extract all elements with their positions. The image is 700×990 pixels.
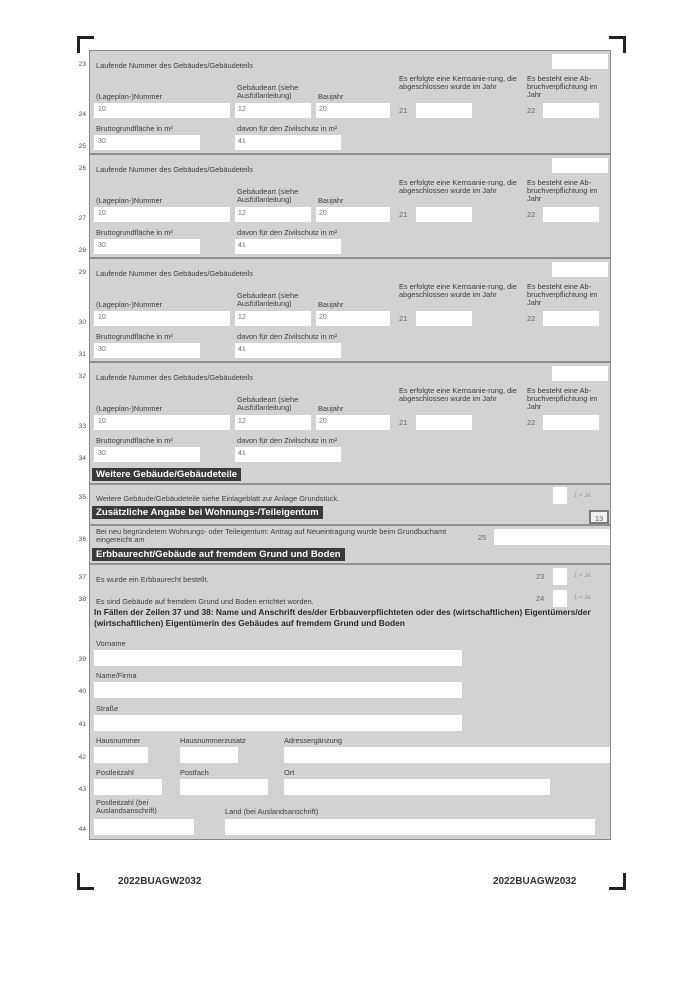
kernsanierung-label: Es erfolgte eine Kernsanie-rung, die abgeschlossen wurde im Jahr [399,178,517,195]
field-number-badge: 13 [589,510,609,524]
land-field[interactable] [225,819,595,835]
row-number: 29 [78,269,86,276]
kernsanierung-code: 21 [399,314,408,323]
land-label: Land (bei Auslandsanschrift) [225,807,319,816]
zivilschutz-label: davon für den Zivilschutz in m² [237,332,338,341]
baujahr-field[interactable]: 20 [316,311,390,326]
hausnummer-label: Hausnummer [96,736,141,745]
erbbau-text-37: Es wurde ein Erbbaurecht bestellt. [96,575,209,584]
erbbau-code-23: 23 [536,572,545,581]
abbruch-field[interactable] [543,207,599,222]
gebaeudeart-field[interactable]: 12 [235,415,311,430]
strasse-field[interactable] [94,715,462,731]
gebaeudeart-label: Gebäudeart (siehe Ausfüllanleitung) [237,83,299,100]
nummer-label: (Lageplan-)Nummer [96,196,163,205]
erbbau-note: In Fällen der Zeilen 37 und 38: Name und Anschrift des/der Erbbauverpflichteten oder des (wirtschaftlichen) Eigentümers/der (wirtschaftlichen) Eigentümerin des Gebäudes auf fremdem Grund und Boden [94,607,591,628]
building-header: Laufende Nummer des Gebäudes/Gebäudeteils [96,165,253,174]
strasse-label: Straße [96,704,119,713]
zivilschutz-label: davon für den Zivilschutz in m² [237,124,338,133]
bgf-label: Bruttogrundfläche in m² [96,436,173,445]
hausnummerzusatz-label: Hausnummerzusatz [180,736,246,745]
ort-label: Ort [284,768,295,777]
weitere-checkbox[interactable] [553,487,567,504]
row-number: 34 [78,455,86,462]
bgf-label: Bruttogrundfläche in m² [96,228,173,237]
row-number: 25 [78,143,86,150]
postfach-field[interactable] [180,779,268,795]
zusaetzlich-code: 25 [478,533,487,542]
form-sheet [89,50,611,840]
building-block [90,51,610,155]
baujahr-label: Baujahr [318,404,344,413]
row-number: 42 [78,754,86,761]
nummer-field[interactable]: 10 [94,103,230,118]
name-field[interactable] [94,682,462,698]
zivilschutz-field[interactable]: 41 [235,343,341,358]
bgf-label: Bruttogrundfläche in m² [96,332,173,341]
laufende-nummer-field[interactable] [552,54,608,69]
ja-hint: 1 = Ja [574,493,591,499]
nummer-field[interactable]: 10 [94,311,230,326]
abbruch-code: 22 [527,106,536,115]
baujahr-label: Baujahr [318,300,344,309]
corner-mark-top-right [609,36,626,53]
erbbau-checkbox-38[interactable] [553,590,567,607]
row-number: 27 [78,215,86,222]
row-number: 44 [78,826,86,833]
row-number: 38 [78,596,86,603]
postleitzahl-field[interactable] [94,779,162,795]
abbruch-label: Es besteht eine Ab-bruchverpflichtung im Jahr [527,74,598,99]
zivilschutz-label: davon für den Zivilschutz in m² [237,436,338,445]
building-header: Laufende Nummer des Gebäudes/Gebäudeteils [96,61,253,70]
gebaeudeart-label: Gebäudeart (siehe Ausfüllanleitung) [237,395,299,412]
gebaeudeart-field[interactable]: 12 [235,311,311,326]
divider [90,524,610,526]
baujahr-label: Baujahr [318,196,344,205]
zusaetzlich-text: Bei neu begründetem Wohnungs- oder Teileigentum: Antrag auf Neueintragung wurde beim Grundbuchamt eingereicht am [96,527,447,544]
hausnummerzusatz-field[interactable] [180,747,238,763]
name-label: Name/Firma [96,671,137,680]
erbbau-text-38: Es sind Gebäude auf fremdem Grund und Boden errichtet worden. [96,597,314,606]
corner-mark-bottom-left [77,873,94,890]
footer-form-id-right: 2022BUAGW2032 [493,876,577,887]
footer-form-id-left: 2022BUAGW2032 [118,876,202,887]
row-number: 37 [78,574,86,581]
abbruch-field[interactable] [543,415,599,430]
abbruch-label: Es besteht eine Ab-bruchverpflichtung im Jahr [527,386,598,411]
gebaeudeart-field[interactable]: 12 [235,103,311,118]
abbruch-field[interactable] [543,311,599,326]
bgf-label: Bruttogrundfläche in m² [96,124,173,133]
vorname-label: Vorname [96,639,126,648]
section-header-weitere: Weitere Gebäude/Gebäudeteile [92,468,241,481]
ja-hint: 1 = Ja [574,573,591,579]
row-number: 23 [78,61,86,68]
row-number: 31 [78,351,86,358]
abbruch-label: Es besteht eine Ab-bruchverpflichtung im Jahr [527,282,598,307]
kernsanierung-label: Es erfolgte eine Kernsanie-rung, die abgeschlossen wurde im Jahr [399,74,517,91]
baujahr-field[interactable]: 20 [316,415,390,430]
row-number: 28 [78,247,86,254]
plz-ausland-label: Postleitzahl (bei Auslandsanschrift) [96,798,157,815]
gebaeudeart-label: Gebäudeart (siehe Ausfüllanleitung) [237,291,299,308]
vorname-field[interactable] [94,650,462,666]
divider [90,483,610,485]
section-header-erbbau: Erbbaurecht/Gebäude auf fremdem Grund und Boden [92,548,345,561]
zivilschutz-label: davon für den Zivilschutz in m² [237,228,338,237]
row-number: 26 [78,165,86,172]
zivilschutz-field[interactable]: 41 [235,239,341,254]
nummer-label: (Lageplan-)Nummer [96,404,163,413]
row-number: 24 [78,111,86,118]
erbbau-checkbox-37[interactable] [553,568,567,585]
section-header-zusaetzlich: Zusätzliche Angabe bei Wohnungs-/Teileigentum [92,506,323,519]
laufende-nummer-field[interactable] [552,158,608,173]
abbruch-field[interactable] [543,103,599,118]
bgf-field[interactable]: 30 [94,135,200,150]
kernsanierung-code: 21 [399,210,408,219]
gebaeudeart-label: Gebäudeart (siehe Ausfüllanleitung) [237,187,299,204]
abbruch-code: 22 [527,314,536,323]
corner-mark-bottom-right [609,873,626,890]
ort-field[interactable] [284,779,550,795]
building-block [90,259,610,363]
bgf-field[interactable]: 30 [94,447,200,462]
row-number: 33 [78,423,86,430]
row-number: 30 [78,319,86,326]
building-header: Laufende Nummer des Gebäudes/Gebäudeteils [96,269,253,278]
abbruch-code: 22 [527,210,536,219]
abbruch-code: 22 [527,418,536,427]
laufende-nummer-field[interactable] [552,366,608,381]
bgf-field[interactable]: 30 [94,239,200,254]
kernsanierung-field[interactable] [416,311,472,326]
baujahr-field[interactable]: 20 [316,207,390,222]
row-number: 41 [78,721,86,728]
baujahr-label: Baujahr [318,92,344,101]
hausnummer-field[interactable] [94,747,148,763]
laufende-nummer-field[interactable] [552,262,608,277]
adressergaenzung-field[interactable] [284,747,610,763]
row-number: 43 [78,786,86,793]
building-block [90,155,610,259]
nummer-field[interactable]: 10 [94,415,230,430]
row-number: 40 [78,688,86,695]
erbbau-code-24: 24 [536,594,545,603]
nummer-label: (Lageplan-)Nummer [96,300,163,309]
adressergaenzung-label: Adressergänzung [284,736,342,745]
building-header: Laufende Nummer des Gebäudes/Gebäudeteils [96,373,253,382]
weitere-text: Weitere Gebäude/Gebäudeteile siehe Einlageblatt zur Anlage Grundstück. [96,494,340,503]
row-number: 39 [78,656,86,663]
gebaeudeart-field[interactable]: 12 [235,207,311,222]
kernsanierung-label: Es erfolgte eine Kernsanie-rung, die abgeschlossen wurde im Jahr [399,282,517,299]
kernsanierung-code: 21 [399,418,408,427]
building-block [90,363,610,467]
kernsanierung-field[interactable] [416,415,472,430]
bgf-field[interactable]: 30 [94,343,200,358]
zivilschutz-field[interactable]: 41 [235,447,341,462]
kernsanierung-code: 21 [399,106,408,115]
baujahr-field[interactable]: 20 [316,103,390,118]
kernsanierung-label: Es erfolgte eine Kernsanie-rung, die abgeschlossen wurde im Jahr [399,386,517,403]
row-number: 35 [78,494,86,501]
divider [90,563,610,565]
ja-hint: 1 = Ja [574,595,591,601]
row-number: 32 [78,373,86,380]
grundbuchamt-date-field[interactable] [494,529,610,545]
kernsanierung-field[interactable] [416,207,472,222]
plz-ausland-field[interactable] [94,819,194,835]
zivilschutz-field[interactable]: 41 [235,135,341,150]
nummer-field[interactable]: 10 [94,207,230,222]
postfach-label: Postfach [180,768,209,777]
abbruch-label: Es besteht eine Ab-bruchverpflichtung im Jahr [527,178,598,203]
kernsanierung-field[interactable] [416,103,472,118]
postleitzahl-label: Postleitzahl [96,768,134,777]
row-number: 36 [78,536,86,543]
nummer-label: (Lageplan-)Nummer [96,92,163,101]
